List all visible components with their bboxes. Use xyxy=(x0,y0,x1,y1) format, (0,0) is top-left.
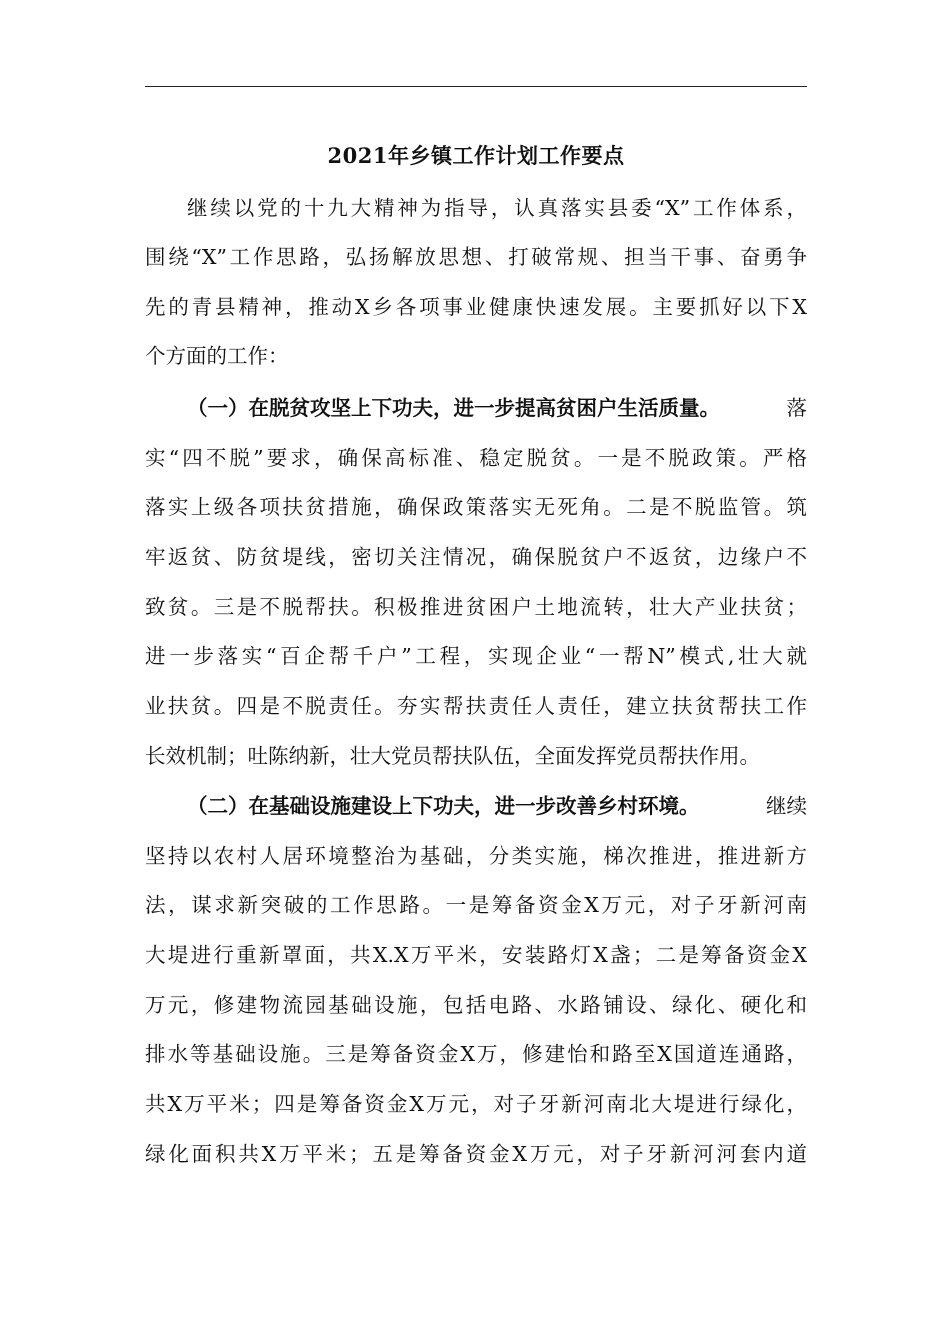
section-2-first-line xyxy=(187,788,807,824)
paragraph-line: 个方面的工作： xyxy=(145,344,289,368)
section-2-heading: （二）在基础设施建设上下功夫，进一步改善乡村环境。 xyxy=(187,794,700,818)
paragraph-line: 继续以党的十九大精神为指导，认真落实县委“X”工作体系， xyxy=(187,196,807,220)
section-1-heading: （一）在脱贫攻坚上下功夫，进一步提高贫困户生活质量。 xyxy=(187,396,720,420)
paragraph-line: 进一步落实“百企帮千户”工程，实现企业“一帮N”模式,壮大就 xyxy=(145,644,807,668)
paragraph-line: 法，谋求新突破的工作思路。一是筹备资金X万元，对子牙新河南 xyxy=(145,893,807,917)
paragraph-line: 致贫。三是不脱帮扶。积极推进贫困户土地流转，壮大产业扶贫； xyxy=(145,595,807,619)
document-title: 2021年乡镇工作计划工作要点 xyxy=(327,143,625,168)
paragraph-line: 长效机制；吐陈纳新，壮大党员帮扶队伍，全面发挥党员帮扶作用。 xyxy=(145,744,760,768)
paragraph-line: 绿化面积共X万平米；五是筹备资金X万元，对子牙新河河套内道 xyxy=(145,1142,807,1166)
paragraph-line: 落实上级各项扶贫措施，确保政策落实无死角。二是不脱监管。筑 xyxy=(145,495,807,519)
section-1-first-line-tail: 落 xyxy=(786,396,807,420)
paragraph-line: 实“四不脱”要求，确保高标准、稳定脱贫。一是不脱政策。严格 xyxy=(145,446,807,470)
header-rule xyxy=(145,86,807,87)
paragraph-line: 牢返贫、防贫堤线，密切关注情况，确保脱贫户不返贫，边缘户不 xyxy=(145,545,807,569)
paragraph-line: 先的青县精神，推动X乡各项事业健康快速发展。主要抓好以下X xyxy=(145,295,807,319)
paragraph-line: 围绕“X”工作思路，弘扬解放思想、打破常规、担当干事、奋勇争 xyxy=(145,245,807,269)
section-1-first-line xyxy=(187,390,807,426)
paragraph-line: 坚持以农村人居环境整治为基础，分类实施，梯次推进，推进新方 xyxy=(145,844,807,868)
paragraph-line: 万元，修建物流园基础设施，包括电路、水路铺设、绿化、硬化和 xyxy=(145,993,807,1017)
paragraph-line: 排水等基础设施。三是筹备资金X万，修建怡和路至X国道连通路， xyxy=(145,1042,807,1066)
section-2-first-line-tail: 继续 xyxy=(766,794,807,818)
paragraph-line: 业扶贫。四是不脱责任。夯实帮扶责任人责任，建立扶贫帮扶工作 xyxy=(145,694,807,718)
paragraph-line: 大堤进行重新罩面，共X.X万平米，安装路灯X盏；二是筹备资金X xyxy=(145,943,807,967)
paragraph-line: 共X万平米；四是筹备资金X万元，对子牙新河南北大堤进行绿化， xyxy=(145,1092,807,1116)
